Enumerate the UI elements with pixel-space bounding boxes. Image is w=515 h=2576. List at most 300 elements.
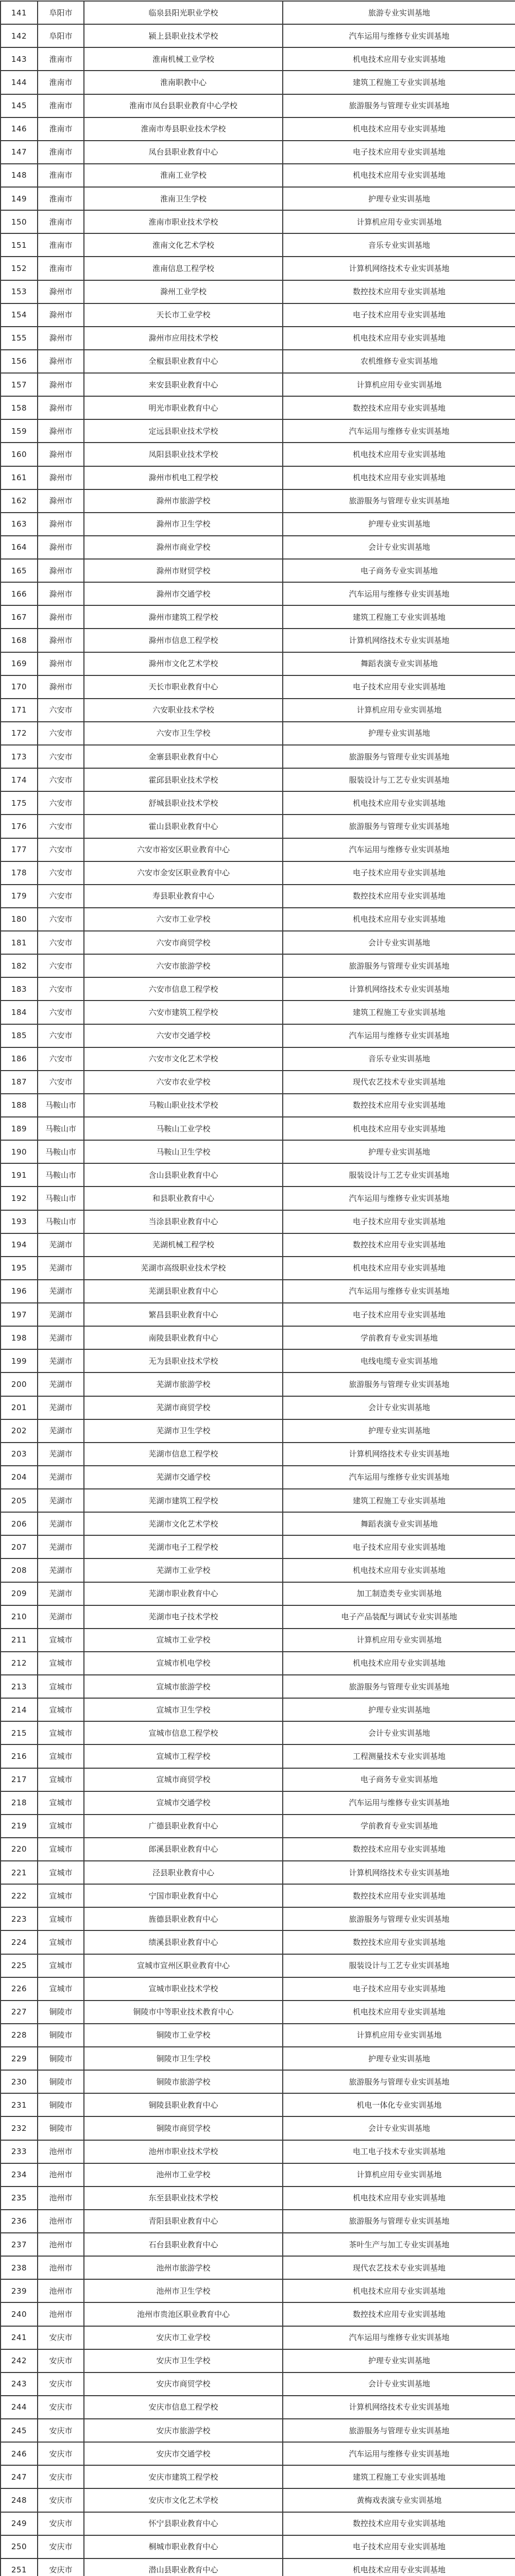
- row-number: 189: [1, 1117, 38, 1140]
- row-number: 237: [1, 2233, 38, 2256]
- row-city: 淮南市: [38, 71, 84, 94]
- table-row: [1, 2187, 515, 2210]
- row-school-name: 滁州市交通学校: [84, 582, 283, 605]
- row-school-name: 滁州市应用技术学校: [84, 327, 283, 350]
- table-row: [1, 1187, 515, 1210]
- table-row: [1, 2163, 515, 2187]
- row-school-name: 马鞍山卫生学校: [84, 1140, 283, 1163]
- row-number: 207: [1, 1535, 38, 1558]
- row-number: 217: [1, 1768, 38, 1791]
- row-city: 铜陵市: [38, 2024, 84, 2047]
- row-base-name: 现代农艺技术专业实训基地: [283, 1071, 515, 1094]
- table-row: [1, 233, 515, 257]
- row-number: 166: [1, 582, 38, 605]
- row-school-name: 淮南机械工业学校: [84, 47, 283, 71]
- row-school-name: 和县职业教育中心: [84, 1187, 283, 1210]
- row-number: 179: [1, 885, 38, 908]
- table-row: [1, 931, 515, 954]
- table-row: [1, 164, 515, 187]
- row-city: 六安市: [38, 722, 84, 745]
- row-city: 芜湖市: [38, 1326, 84, 1349]
- row-city: 宣城市: [38, 1652, 84, 1675]
- row-base-name: 计算机网络技术专业实训基地: [283, 1861, 515, 1884]
- row-number: 141: [1, 1, 38, 24]
- row-base-name: 电子技术应用专业实训基地: [283, 1977, 515, 2001]
- table-row: [1, 94, 515, 117]
- row-number: 211: [1, 1629, 38, 1652]
- row-base-name: 电子技术应用专业实训基地: [283, 675, 515, 699]
- row-base-name: 护理专业实训基地: [283, 1698, 515, 1721]
- row-base-name: 舞蹈表演专业实训基地: [283, 652, 515, 675]
- row-school-name: 绩溪县职业教育中心: [84, 1930, 283, 1954]
- table-row: [1, 2419, 515, 2442]
- row-base-name: 机电技术应用专业实训基地: [283, 2279, 515, 2302]
- row-number: 158: [1, 396, 38, 419]
- row-number: 163: [1, 513, 38, 536]
- table-row: [1, 815, 515, 838]
- row-number: 200: [1, 1372, 38, 1396]
- table-row: [1, 861, 515, 885]
- row-city: 安庆市: [38, 2372, 84, 2396]
- row-school-name: 安庆市信息工程学校: [84, 2396, 283, 2419]
- row-base-name: 会计专业实训基地: [283, 2372, 515, 2396]
- table-row: [1, 605, 515, 629]
- row-school-name: 宣城市信息工程学校: [84, 1721, 283, 1744]
- row-school-name: 铜陵市中等职业技术教育中心: [84, 2001, 283, 2024]
- table-row: [1, 2070, 515, 2093]
- table-row: [1, 2024, 515, 2047]
- table-row: [1, 791, 515, 815]
- row-school-name: 芜湖县职业教育中心: [84, 1280, 283, 1303]
- row-school-name: 天长市职业教育中心: [84, 675, 283, 699]
- training-base-table: [0, 1, 515, 2576]
- row-base-name: 电子技术应用专业实训基地: [283, 861, 515, 885]
- row-city: 安庆市: [38, 2442, 84, 2465]
- row-number: 148: [1, 164, 38, 187]
- table-row: [1, 2488, 515, 2512]
- row-base-name: 电子技术应用专业实训基地: [283, 1535, 515, 1558]
- row-base-name: 电子商务专业实训基地: [283, 559, 515, 582]
- row-school-name: 定远县职业技术学校: [84, 419, 283, 443]
- row-city: 六安市: [38, 1024, 84, 1047]
- row-school-name: 铜陵市工业学校: [84, 2024, 283, 2047]
- row-school-name: 六安市裕安区职业教育中心: [84, 838, 283, 861]
- row-city: 芜湖市: [38, 1257, 84, 1280]
- row-city: 芜湖市: [38, 1443, 84, 1466]
- table-row: [1, 1512, 515, 1535]
- row-city: 芜湖市: [38, 1280, 84, 1303]
- row-number: 249: [1, 2512, 38, 2535]
- row-number: 197: [1, 1303, 38, 1326]
- row-base-name: 机电技术应用专业实训基地: [283, 47, 515, 71]
- row-number: 246: [1, 2442, 38, 2465]
- row-base-name: 机电技术应用专业实训基地: [283, 327, 515, 350]
- row-school-name: 淮南信息工程学校: [84, 257, 283, 280]
- row-base-name: 数控技术应用专业实训基地: [283, 2302, 515, 2326]
- row-number: 154: [1, 303, 38, 327]
- row-base-name: 机电一体化专业实训基地: [283, 2093, 515, 2116]
- row-school-name: 芜湖市交通学校: [84, 1466, 283, 1489]
- row-base-name: 服装设计与工艺专业实训基地: [283, 768, 515, 791]
- table-row: [1, 559, 515, 582]
- table-row: [1, 2302, 515, 2326]
- row-base-name: 会计专业实训基地: [283, 1396, 515, 1419]
- table-row: [1, 2093, 515, 2116]
- row-number: 160: [1, 443, 38, 466]
- row-base-name: 护理专业实训基地: [283, 513, 515, 536]
- table-row: [1, 1326, 515, 1349]
- row-number: 213: [1, 1675, 38, 1698]
- row-school-name: 郎溪县职业教育中心: [84, 1838, 283, 1861]
- row-school-name: 淮南卫生学校: [84, 187, 283, 210]
- row-school-name: 芜湖市旅游学校: [84, 1372, 283, 1396]
- row-base-name: 护理专业实训基地: [283, 722, 515, 745]
- table-row: [1, 1140, 515, 1163]
- table-row: [1, 582, 515, 605]
- row-school-name: 六安市金安区职业教育中心: [84, 861, 283, 885]
- row-number: 205: [1, 1489, 38, 1512]
- row-school-name: 池州市卫生学校: [84, 2279, 283, 2302]
- row-city: 芜湖市: [38, 1396, 84, 1419]
- row-number: 223: [1, 1907, 38, 1930]
- row-number: 195: [1, 1257, 38, 1280]
- row-base-name: 数控技术应用专业实训基地: [283, 280, 515, 303]
- row-school-name: 六安市商贸学校: [84, 931, 283, 954]
- row-city: 六安市: [38, 815, 84, 838]
- row-city: 马鞍山市: [38, 1163, 84, 1187]
- row-base-name: 机电技术应用专业实训基地: [283, 164, 515, 187]
- row-base-name: 汽车运用与维修专业实训基地: [283, 582, 515, 605]
- row-number: 169: [1, 652, 38, 675]
- row-school-name: 宣城市职业技术学校: [84, 1977, 283, 2001]
- table-body: [1, 1, 515, 2576]
- row-school-name: 东至县职业技术学校: [84, 2187, 283, 2210]
- row-school-name: 无为县职业技术学校: [84, 1349, 283, 1372]
- row-school-name: 滁州市建筑工程学校: [84, 605, 283, 629]
- row-number: 194: [1, 1233, 38, 1257]
- row-city: 滁州市: [38, 582, 84, 605]
- row-number: 188: [1, 1094, 38, 1117]
- row-school-name: 安庆市交通学校: [84, 2442, 283, 2465]
- table-row: [1, 489, 515, 513]
- row-school-name: 全椒县职业教育中心: [84, 350, 283, 373]
- row-number: 187: [1, 1071, 38, 1094]
- row-base-name: 电子产品装配与调试专业实训基地: [283, 1605, 515, 1629]
- row-number: 165: [1, 559, 38, 582]
- row-school-name: 宣城市工业学校: [84, 1629, 283, 1652]
- row-base-name: 汽车运用与维修专业实训基地: [283, 24, 515, 47]
- row-city: 滁州市: [38, 536, 84, 559]
- row-school-name: 宣城市商贸学校: [84, 1768, 283, 1791]
- row-city: 铜陵市: [38, 2047, 84, 2070]
- row-base-name: 数控技术应用专业实训基地: [283, 2512, 515, 2535]
- row-city: 芜湖市: [38, 1349, 84, 1372]
- row-number: 228: [1, 2024, 38, 2047]
- row-number: 170: [1, 675, 38, 699]
- row-base-name: 旅游服务与管理专业实训基地: [283, 1675, 515, 1698]
- row-base-name: 机电技术应用专业实训基地: [283, 2558, 515, 2576]
- table-row: [1, 2116, 515, 2140]
- row-city: 滁州市: [38, 443, 84, 466]
- row-base-name: 数控技术应用专业实训基地: [283, 885, 515, 908]
- row-city: 滁州市: [38, 605, 84, 629]
- row-city: 六安市: [38, 745, 84, 768]
- row-school-name: 芜湖市建筑工程学校: [84, 1489, 283, 1512]
- row-base-name: 数控技术应用专业实训基地: [283, 1233, 515, 1257]
- row-city: 宣城市: [38, 1861, 84, 1884]
- table-row: [1, 2442, 515, 2465]
- row-school-name: 天长市工业学校: [84, 303, 283, 327]
- table-row: [1, 1349, 515, 1372]
- row-city: 淮南市: [38, 47, 84, 71]
- row-city: 马鞍山市: [38, 1140, 84, 1163]
- row-school-name: 池州市旅游学校: [84, 2256, 283, 2279]
- table-row: [1, 1535, 515, 1558]
- row-city: 宣城市: [38, 1815, 84, 1838]
- row-city: 六安市: [38, 1071, 84, 1094]
- row-school-name: 青阳县职业教育中心: [84, 2210, 283, 2233]
- row-number: 239: [1, 2279, 38, 2302]
- table-row: [1, 1721, 515, 1744]
- row-city: 宣城市: [38, 1907, 84, 1930]
- row-city: 阜阳市: [38, 1, 84, 24]
- row-base-name: 汽车运用与维修专业实训基地: [283, 1280, 515, 1303]
- row-school-name: 寿县职业教育中心: [84, 885, 283, 908]
- row-number: 204: [1, 1466, 38, 1489]
- row-number: 229: [1, 2047, 38, 2070]
- row-city: 芜湖市: [38, 1466, 84, 1489]
- table-row: [1, 977, 515, 1001]
- row-number: 174: [1, 768, 38, 791]
- row-base-name: 护理专业实训基地: [283, 1419, 515, 1443]
- row-school-name: 淮南文化艺术学校: [84, 233, 283, 257]
- row-school-name: 芜湖市工业学校: [84, 1558, 283, 1582]
- row-city: 淮南市: [38, 257, 84, 280]
- row-school-name: 铜陵市商贸学校: [84, 2116, 283, 2140]
- table-row: [1, 768, 515, 791]
- row-city: 阜阳市: [38, 24, 84, 47]
- row-base-name: 建筑工程施工专业实训基地: [283, 1489, 515, 1512]
- row-city: 宣城市: [38, 1930, 84, 1954]
- row-base-name: 电子技术应用专业实训基地: [283, 2535, 515, 2558]
- row-school-name: 淮南工业学校: [84, 164, 283, 187]
- row-school-name: 凤台县职业教育中心: [84, 141, 283, 164]
- row-number: 220: [1, 1838, 38, 1861]
- row-base-name: 旅游专业实训基地: [283, 1, 515, 24]
- table-row: [1, 1744, 515, 1768]
- table-row: [1, 513, 515, 536]
- row-school-name: 安庆市旅游学校: [84, 2419, 283, 2442]
- row-base-name: 黄梅戏表演专业实训基地: [283, 2488, 515, 2512]
- row-base-name: 旅游服务与管理专业实训基地: [283, 815, 515, 838]
- row-number: 203: [1, 1443, 38, 1466]
- row-school-name: 含山县职业教育中心: [84, 1163, 283, 1187]
- row-city: 六安市: [38, 768, 84, 791]
- row-city: 淮南市: [38, 210, 84, 233]
- row-number: 161: [1, 466, 38, 489]
- row-number: 231: [1, 2093, 38, 2116]
- table-row: [1, 1838, 515, 1861]
- row-base-name: 汽车运用与维修专业实训基地: [283, 838, 515, 861]
- table-row: [1, 2001, 515, 2024]
- row-city: 安庆市: [38, 2349, 84, 2372]
- row-number: 182: [1, 954, 38, 977]
- row-base-name: 服装设计与工艺专业实训基地: [283, 1954, 515, 1977]
- table-row: [1, 1024, 515, 1047]
- row-base-name: 舞蹈表演专业实训基地: [283, 1512, 515, 1535]
- row-city: 池州市: [38, 2140, 84, 2163]
- row-city: 安庆市: [38, 2512, 84, 2535]
- row-number: 198: [1, 1326, 38, 1349]
- row-base-name: 数控技术应用专业实训基地: [283, 1838, 515, 1861]
- row-number: 221: [1, 1861, 38, 1884]
- row-city: 芜湖市: [38, 1372, 84, 1396]
- row-school-name: 淮南市寿县职业技术学校: [84, 117, 283, 141]
- row-base-name: 旅游服务与管理专业实训基地: [283, 2210, 515, 2233]
- row-base-name: 学前教育专业实训基地: [283, 1815, 515, 1838]
- table-row: [1, 1977, 515, 2001]
- row-city: 芜湖市: [38, 1558, 84, 1582]
- table-row: [1, 1629, 515, 1652]
- row-number: 234: [1, 2163, 38, 2187]
- row-number: 157: [1, 373, 38, 396]
- row-number: 227: [1, 2001, 38, 2024]
- table-row: [1, 141, 515, 164]
- row-base-name: 服装设计与工艺专业实训基地: [283, 1163, 515, 1187]
- table-row: [1, 1605, 515, 1629]
- row-city: 六安市: [38, 1047, 84, 1071]
- row-number: 216: [1, 1744, 38, 1768]
- row-school-name: 桐城市职业教育中心: [84, 2535, 283, 2558]
- table-row: [1, 210, 515, 233]
- row-city: 六安市: [38, 861, 84, 885]
- row-city: 马鞍山市: [38, 1117, 84, 1140]
- row-number: 208: [1, 1558, 38, 1582]
- row-city: 滁州市: [38, 350, 84, 373]
- row-school-name: 霍山县职业教育中心: [84, 815, 283, 838]
- row-base-name: 机电技术应用专业实训基地: [283, 908, 515, 931]
- row-base-name: 农机维修专业实训基地: [283, 350, 515, 373]
- row-city: 六安市: [38, 1001, 84, 1024]
- row-base-name: 计算机网络技术专业实训基地: [283, 257, 515, 280]
- row-base-name: 现代农艺技术专业实训基地: [283, 2256, 515, 2279]
- table-row: [1, 536, 515, 559]
- row-base-name: 旅游服务与管理专业实训基地: [283, 954, 515, 977]
- row-number: 150: [1, 210, 38, 233]
- row-city: 马鞍山市: [38, 1094, 84, 1117]
- row-base-name: 汽车运用与维修专业实训基地: [283, 1466, 515, 1489]
- row-school-name: 安庆市建筑工程学校: [84, 2465, 283, 2488]
- row-city: 淮南市: [38, 164, 84, 187]
- row-number: 171: [1, 699, 38, 722]
- row-school-name: 滁州市财贸学校: [84, 559, 283, 582]
- row-number: 177: [1, 838, 38, 861]
- row-school-name: 芜湖市职业教育中心: [84, 1582, 283, 1605]
- table-row: [1, 652, 515, 675]
- row-base-name: 机电技术应用专业实训基地: [283, 466, 515, 489]
- row-base-name: 机电技术应用专业实训基地: [283, 443, 515, 466]
- table-row: [1, 2279, 515, 2302]
- row-city: 淮南市: [38, 94, 84, 117]
- row-base-name: 计算机网络技术专业实训基地: [283, 2396, 515, 2419]
- row-base-name: 汽车运用与维修专业实训基地: [283, 1187, 515, 1210]
- row-base-name: 旅游服务与管理专业实训基地: [283, 745, 515, 768]
- row-city: 滁州市: [38, 327, 84, 350]
- row-number: 184: [1, 1001, 38, 1024]
- row-city: 安庆市: [38, 2326, 84, 2349]
- row-number: 162: [1, 489, 38, 513]
- table-row: [1, 1675, 515, 1698]
- row-school-name: 滁州市文化艺术学校: [84, 652, 283, 675]
- table-row: [1, 2140, 515, 2163]
- table-row: [1, 2256, 515, 2279]
- row-number: 193: [1, 1210, 38, 1233]
- row-school-name: 芜湖市商贸学校: [84, 1396, 283, 1419]
- row-city: 淮南市: [38, 233, 84, 257]
- row-city: 马鞍山市: [38, 1187, 84, 1210]
- row-school-name: 马鞍山职业技术学校: [84, 1094, 283, 1117]
- row-base-name: 电工电子技术专业实训基地: [283, 2140, 515, 2163]
- row-number: 236: [1, 2210, 38, 2233]
- row-base-name: 机电技术应用专业实训基地: [283, 1652, 515, 1675]
- row-base-name: 护理专业实训基地: [283, 2047, 515, 2070]
- row-base-name: 机电技术应用专业实训基地: [283, 1117, 515, 1140]
- table-row: [1, 1303, 515, 1326]
- table-row: [1, 1698, 515, 1721]
- row-number: 218: [1, 1791, 38, 1815]
- row-city: 滁州市: [38, 675, 84, 699]
- row-city: 芜湖市: [38, 1582, 84, 1605]
- row-city: 池州市: [38, 2163, 84, 2187]
- row-number: 190: [1, 1140, 38, 1163]
- row-school-name: 临泉县阳光职业学校: [84, 1, 283, 24]
- row-city: 滁州市: [38, 629, 84, 652]
- row-school-name: 芜湖市文化艺术学校: [84, 1512, 283, 1535]
- row-number: 146: [1, 117, 38, 141]
- table-row: [1, 2512, 515, 2535]
- row-base-name: 建筑工程施工专业实训基地: [283, 71, 515, 94]
- row-number: 167: [1, 605, 38, 629]
- table-row: [1, 1372, 515, 1396]
- row-number: 149: [1, 187, 38, 210]
- table-row: [1, 1768, 515, 1791]
- row-city: 安庆市: [38, 2488, 84, 2512]
- row-number: 181: [1, 931, 38, 954]
- row-base-name: 音乐专业实训基地: [283, 1047, 515, 1071]
- row-school-name: 淮南职教中心: [84, 71, 283, 94]
- table-row: [1, 71, 515, 94]
- row-city: 芜湖市: [38, 1419, 84, 1443]
- row-base-name: 会计专业实训基地: [283, 1721, 515, 1744]
- table-row: [1, 1443, 515, 1466]
- table-row: [1, 1396, 515, 1419]
- row-city: 滁州市: [38, 513, 84, 536]
- row-school-name: 怀宁县职业教育中心: [84, 2512, 283, 2535]
- row-school-name: 芜湖市电子技术学校: [84, 1605, 283, 1629]
- row-number: 142: [1, 24, 38, 47]
- row-number: 168: [1, 629, 38, 652]
- row-number: 235: [1, 2187, 38, 2210]
- row-school-name: 石台县职业教育中心: [84, 2233, 283, 2256]
- row-number: 172: [1, 722, 38, 745]
- row-base-name: 计算机应用专业实训基地: [283, 2163, 515, 2187]
- row-city: 芜湖市: [38, 1512, 84, 1535]
- row-city: 滁州市: [38, 489, 84, 513]
- row-number: 173: [1, 745, 38, 768]
- row-school-name: 滁州工业学校: [84, 280, 283, 303]
- row-base-name: 计算机应用专业实训基地: [283, 1629, 515, 1652]
- row-base-name: 旅游服务与管理专业实训基地: [283, 1907, 515, 1930]
